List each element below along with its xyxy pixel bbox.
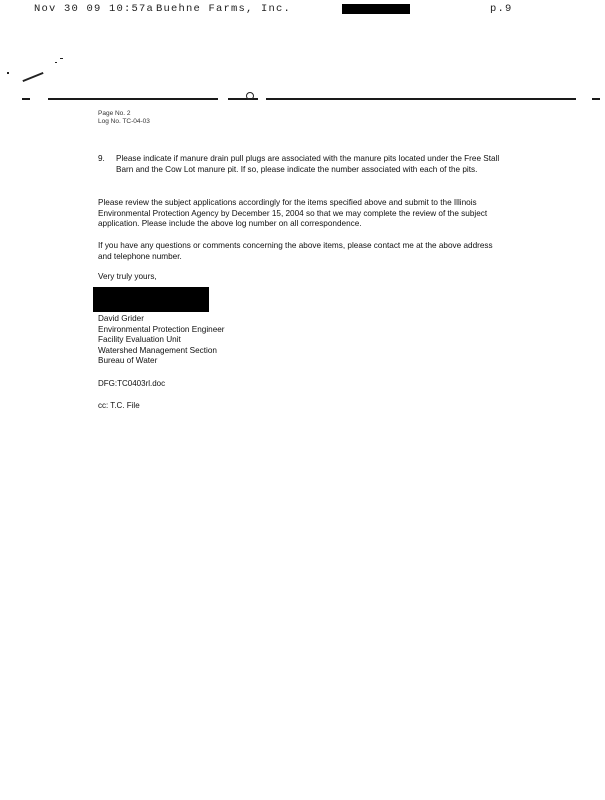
letterhead-rule [592, 98, 600, 100]
signature-redaction [93, 287, 209, 312]
item-number: 9. [98, 154, 105, 163]
letterhead-rule [266, 98, 576, 100]
scan-artifact [60, 58, 63, 59]
reference-initials: DFG:TC0403rl.doc [98, 379, 166, 388]
fax-datetime: Nov 30 09 10:57a [34, 3, 155, 15]
letterhead-rule [48, 98, 218, 100]
fax-page-number: p.9 [490, 3, 513, 15]
signer-section: Watershed Management Section [98, 345, 217, 355]
scan-artifact [22, 72, 43, 82]
fax-sender: Buehne Farms, Inc. [156, 3, 292, 15]
numbered-item [98, 154, 502, 175]
page-reference [98, 110, 150, 126]
scan-artifact [55, 62, 57, 63]
signature-block [98, 314, 225, 367]
fax-header [34, 3, 594, 17]
body-paragraph: If you have any questions or comments concerning the above items, please contact me at the above address and telephone number. [98, 241, 493, 261]
signer-name: David Grider [98, 314, 144, 323]
scan-artifact [7, 72, 9, 74]
cc-line: cc: T.C. File [98, 401, 140, 410]
closing: Very truly yours, [98, 272, 157, 281]
redaction-bar [342, 4, 410, 14]
body-paragraph: Please review the subject applications accordingly for the items specified above and submit to the Illinois Environmental Protection Agency by December 15, 2004 so that we may complete the review of the subject application. Please include the above log number on all correspondence. [98, 198, 488, 228]
scan-artifact [246, 92, 254, 100]
letterhead-rule [22, 98, 30, 100]
letterhead-rule [228, 98, 258, 100]
signer-unit: Facility Evaluation Unit [98, 335, 181, 345]
log-number: Log No. TC-04-03 [98, 118, 150, 125]
page-number: Page No. 2 [98, 110, 131, 117]
signer-bureau: Bureau of Water [98, 356, 158, 366]
signer-title: Environmental Protection Engineer [98, 324, 225, 334]
item-text: Please indicate if manure drain pull plugs are associated with the manure pits located under the Free Stall Barn and the Cow Lot manure pit. If so, please indicate the number associated with each of the pits. [116, 154, 500, 174]
